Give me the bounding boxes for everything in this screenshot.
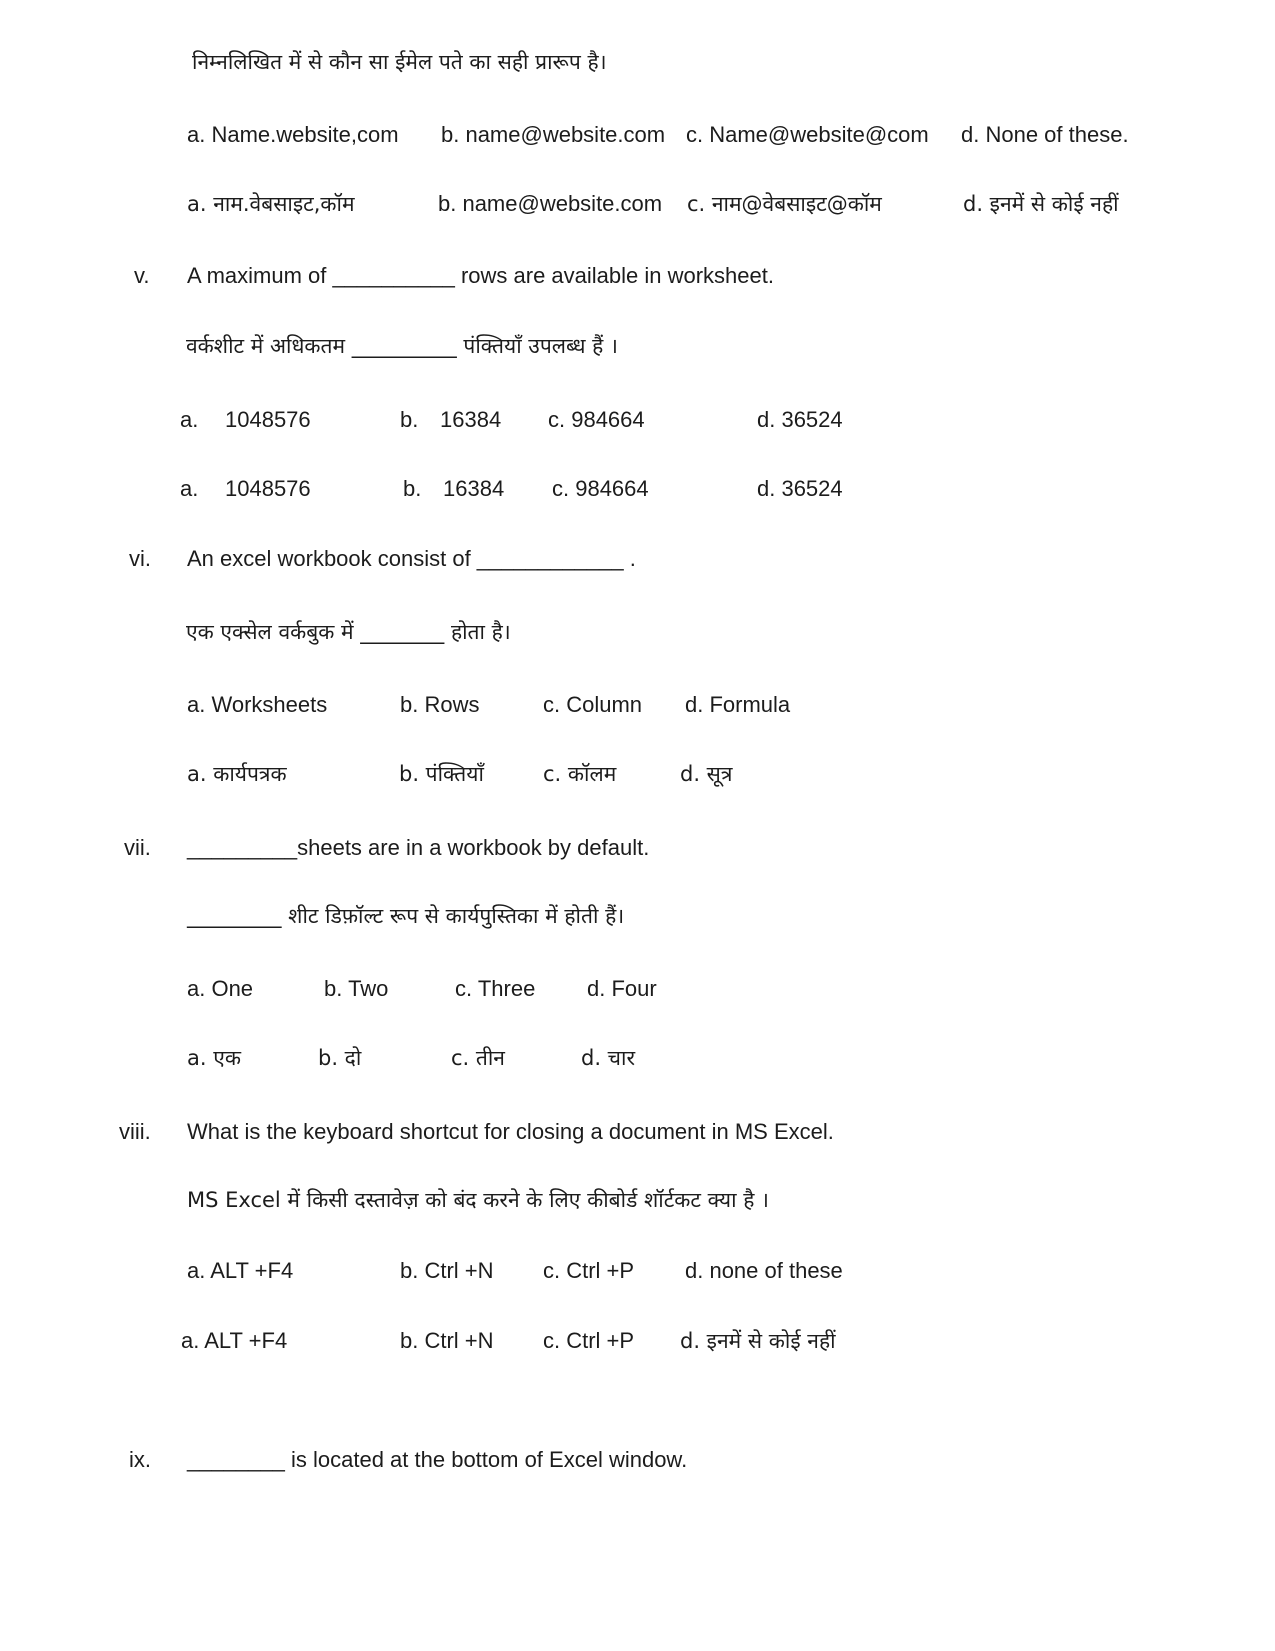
option-c: c. Ctrl +P: [543, 1328, 635, 1353]
option-b-label: b.: [403, 476, 422, 501]
option-c: c. 984664: [548, 407, 645, 432]
question-text: An excel workbook consist of ____________ .: [187, 546, 636, 571]
option-d: d. 36524: [757, 407, 843, 432]
option-d-hi: d. इनमें से कोई नहीं: [680, 1329, 836, 1353]
option-b: b. Two: [324, 976, 389, 1001]
option-b-label: b.: [400, 407, 419, 432]
option-b: b. Rows: [400, 692, 480, 717]
option-a-hi: a. नाम.वेबसाइट,कॉम: [187, 192, 355, 216]
question-text-hi: निम्नलिखित में से कौन सा ईमेल पते का सही प्रारूप है।: [192, 50, 607, 74]
option-d-hi: d. सूत्र: [680, 762, 733, 786]
question-number: vi.: [129, 546, 151, 571]
question-text-hi: वर्कशीट में अधिकतम __________ पंक्तियाँ उपलब्ध हैं ।: [186, 334, 618, 358]
question-number: vii.: [124, 835, 151, 860]
option-b: b. name@website.com: [441, 122, 666, 147]
option-b: b. Ctrl +N: [400, 1328, 494, 1353]
option-c: c. Name@website@com: [686, 122, 929, 147]
option-c: c. Ctrl +P: [543, 1258, 635, 1283]
option-c-hi: c. तीन: [451, 1046, 505, 1070]
option-d: d. 36524: [757, 476, 843, 501]
question-text: A maximum of __________ rows are available in worksheet.: [187, 263, 774, 288]
option-b: 16384: [443, 476, 505, 501]
option-d-hi: d. चार: [581, 1046, 636, 1070]
option-b: b. Ctrl +N: [400, 1258, 494, 1283]
question-text: What is the keyboard shortcut for closing a document in MS Excel.: [187, 1119, 834, 1144]
option-a-hi: a. एक: [187, 1046, 241, 1070]
option-d: d. Formula: [685, 692, 791, 717]
option-a: 1048576: [225, 476, 311, 501]
question-text: _________sheets are in a workbook by default.: [187, 835, 650, 860]
option-a: a. ALT +F4: [181, 1328, 288, 1353]
question-text-hi: एक एक्सेल वर्कबुक में ________ होता है।: [186, 620, 511, 644]
question-number: viii.: [119, 1119, 151, 1144]
option-c: c. Three: [455, 976, 536, 1001]
option-b: 16384: [440, 407, 502, 432]
option-c-hi: c. नाम@वेबसाइट@कॉम: [687, 192, 882, 216]
question-number: ix.: [129, 1447, 151, 1472]
option-d-hi: d. इनमें से कोई नहीं: [963, 192, 1119, 216]
option-b-hi: b. name@website.com: [438, 191, 663, 216]
option-a-hi: a. कार्यपत्रक: [187, 762, 287, 786]
option-d: d. None of these.: [961, 122, 1129, 147]
question-text-hi: MS Excel में किसी दस्तावेज़ को बंद करने के लिए कीबोर्ड शॉर्टकट क्या है ।: [187, 1188, 769, 1212]
option-a-label: a.: [180, 407, 199, 432]
option-a: a. Worksheets: [187, 692, 328, 717]
option-a: a. Name.website,com: [187, 122, 399, 147]
option-a: a. ALT +F4: [187, 1258, 294, 1283]
option-b-hi: b. पंक्तियाँ: [399, 762, 484, 786]
option-c: c. Column: [543, 692, 643, 717]
question-text: ________ is located at the bottom of Excel window.: [187, 1447, 688, 1472]
option-a: 1048576: [225, 407, 311, 432]
question-number: v.: [134, 263, 150, 288]
question-text-hi: _________ शीट डिफ़ॉल्ट रूप से कार्यपुस्तिका में होती हैं।: [187, 904, 625, 928]
option-d: d. Four: [587, 976, 657, 1001]
option-b-hi: b. दो: [318, 1046, 362, 1070]
option-c-hi: c. कॉलम: [543, 762, 617, 786]
option-a: a. One: [187, 976, 254, 1001]
option-a-label: a.: [180, 476, 199, 501]
option-d: d. none of these: [685, 1258, 843, 1283]
option-c: c. 984664: [552, 476, 649, 501]
